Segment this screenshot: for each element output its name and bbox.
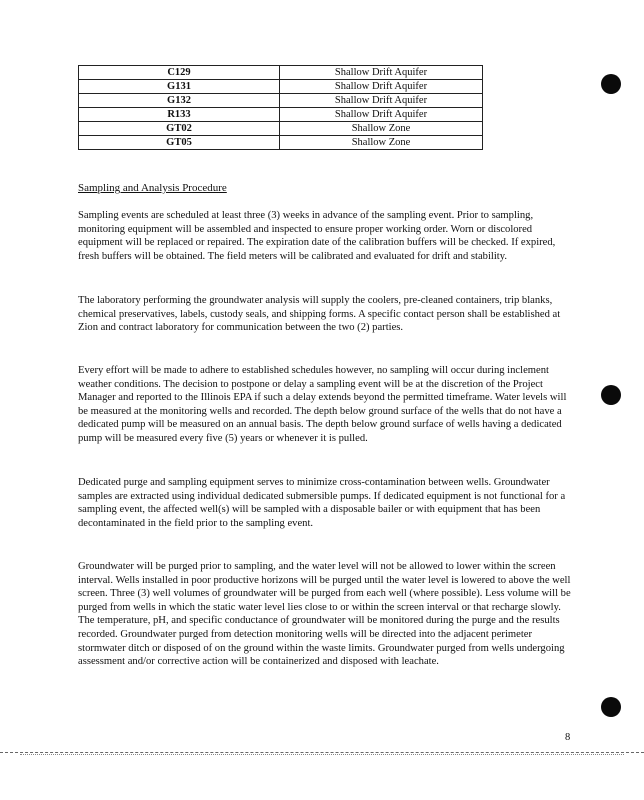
table-row [79, 136, 483, 150]
binder-hole-icon [601, 385, 621, 405]
table-row [79, 94, 483, 108]
binder-hole-icon [601, 74, 621, 94]
aquifer-unit-cell: Shallow Drift Aquifer [280, 66, 483, 80]
table-row [79, 66, 483, 80]
aquifer-unit-cell: Shallow Zone [280, 122, 483, 136]
table-row [79, 122, 483, 136]
well-id-cell: GT02 [79, 122, 280, 136]
aquifer-unit-cell: Shallow Drift Aquifer [280, 94, 483, 108]
well-id-cell: C129 [79, 66, 280, 80]
section-heading: Sampling and Analysis Procedure [78, 182, 227, 194]
page-number: 8 [565, 732, 571, 743]
well-id-cell: G132 [79, 94, 280, 108]
paragraph-purging: Groundwater will be purged prior to sampling, and the water level will not be allowed to lower within the screen interval. Wells installed in poor productive horizons will be purged until the water level is lowered to above the well screen. Three (3) well volumes of groundwater will be purged from each well (where possible). Less volume will be purged from wells in which the static water level lies close to or within the screen interval or that recharge slowly. The temperature, pH, and specific conductance of groundwater will be monitored during the purge and the results recorded. Groundwater purged from detection monitoring wells will be directed into the adjacent perimeter stormwater ditch or disposed of on the ground within the waste limits. Groundwater purged from wells undergoing assessment and/or corrective action will be containerized and disposed with leachate. [78, 561, 571, 668]
aquifer-unit-cell: Shallow Drift Aquifer [280, 108, 483, 122]
well-id-cell: GT05 [79, 136, 280, 150]
monitoring-well-table [78, 65, 483, 150]
table-row [79, 80, 483, 94]
scan-artifact-line [0, 752, 644, 753]
scan-artifact-line [20, 754, 624, 755]
paragraph-preparation: Sampling events are scheduled at least three (3) weeks in advance of the sampling event. Prior to sampling, monitoring equipment will be assembled and inspected to ensure proper working order. Worn or discolored equipment will be replaced or repaired. The expiration date of the calibration buffers will be checked. If expired, fresh buffers will be obtained. The field meters will be calibrated and evaluated for drift and stability. [78, 210, 556, 262]
table-row [79, 108, 483, 122]
aquifer-unit-cell: Shallow Drift Aquifer [280, 80, 483, 94]
paragraph-laboratory: The laboratory performing the groundwater analysis will supply the coolers, pre-cleaned containers, trip blanks, chemical preservatives, labels, custody seals, and shipping forms. A specific contact person shall be established at Zion and contract laboratory for communication between the two (2) parties. [78, 295, 561, 334]
well-id-cell: R133 [79, 108, 280, 122]
aquifer-unit-cell: Shallow Zone [280, 136, 483, 150]
paragraph-equipment: Dedicated purge and sampling equipment serves to minimize cross-contamination between wells. Groundwater samples are extracted using individual dedicated submersible pumps. If dedicated equipment is not functional for a sampling event, the affected well(s) will be sampled with a disposable bailer or with equipment that has been decontaminated in the field prior to the sampling event. [78, 477, 566, 529]
binder-hole-icon [601, 697, 621, 717]
paragraph-scheduling: Every effort will be made to adhere to established schedules however, no sampling will occur during inclement weather conditions. The decision to postpone or delay a sampling event will be at the discretion of the Project Manager and reported to the Illinois EPA if such a delay extends beyond the permitted timeframe. Water levels will be measured at the monitoring wells and recorded. The depth below ground surface of the wells that do not have a dedicated pump will be measured on an annual basis. The depth below ground surface of wells having a dedicated pump will be measured every five (5) years or whenever it is pulled. [78, 365, 567, 444]
well-id-cell: G131 [79, 80, 280, 94]
